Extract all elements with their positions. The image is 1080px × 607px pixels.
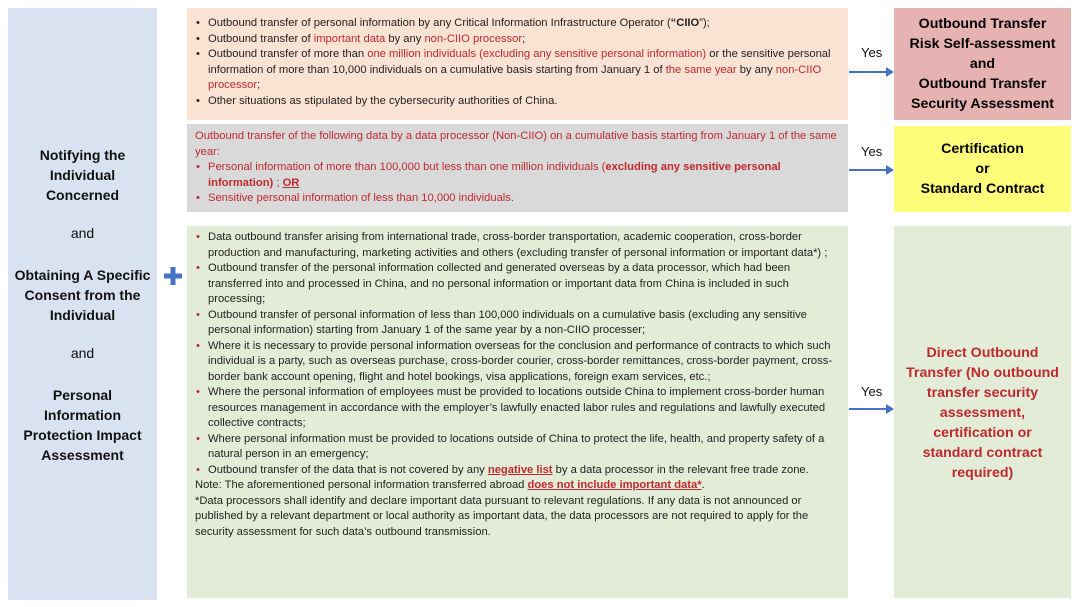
list-item: • Outbound transfer of personal information of less than 100,000 individuals on a cumulative basis (excluding any sensitive personal information) starting from January 1 of the same year by a non-CIIO processer; <box>195 308 842 339</box>
left-text-line: Individual <box>49 307 116 323</box>
left-text-line: Individual <box>49 167 116 183</box>
outcome-text: Direct Outbound <box>926 345 1039 361</box>
outcome-text: Outbound Transfer <box>918 16 1047 32</box>
outcome-text: Standard Contract <box>920 181 1045 197</box>
outcome-text: standard contract <box>922 445 1043 461</box>
left-text-line: Obtaining A Specific <box>14 267 151 283</box>
left-text-line: Notifying the <box>39 147 126 163</box>
outcome-text: transfer security <box>926 385 1039 401</box>
list-item: • Personal information of more than 100,000 but less than one million individuals (excluding any sensitive personal information) ; OR <box>195 160 842 191</box>
left-text-line: Consent from the <box>24 287 141 303</box>
list-item: • Data outbound transfer arising from international trade, cross-border transportation, academic cooperation, cross-border production and manufacturing, marketing activities and others (excluding transfer of personal information or important data*) ; <box>195 230 842 261</box>
arrow-right-icon <box>849 165 894 175</box>
outcome-security-assessment <box>894 8 1071 120</box>
requirements-panel <box>8 8 157 600</box>
left-text-line: Assessment <box>41 447 124 463</box>
outcome-text: Outbound Transfer <box>918 76 1047 92</box>
list-item: • Sensitive personal information of less than 10,000 individuals. <box>195 191 842 207</box>
list-item: • Outbound transfer of the personal information collected and generated overseas by a data processor, which had been transferred into and processed in China, and no personal information or important data from China is included in such processing; <box>195 261 842 308</box>
list-item: • Outbound transfer of more than one million individuals (excluding any sensitive personal information) or the sensitive personal information of more than 10,000 individuals on a cumulative basis starting from January 1 of the same year by any non-CIIO processor; <box>195 47 842 94</box>
left-text-line: Personal <box>52 387 113 403</box>
yes-label: Yes <box>861 384 883 399</box>
note-text: Note: The aforementioned personal information transferred abroad does not include important data*. <box>195 479 705 491</box>
outcome-text: Transfer (No outbound <box>906 365 1059 381</box>
outcome-text: assessment, <box>939 405 1026 421</box>
outcome-text: certification or <box>933 425 1032 441</box>
and-connector: and <box>70 225 95 241</box>
outcome-text: or <box>975 161 990 177</box>
outcome-certification <box>894 126 1071 212</box>
outcome-text: and <box>969 56 996 72</box>
list-item: • Outbound transfer of important data by any non-CIIO processor; <box>195 32 842 48</box>
list-item: • Other situations as stipulated by the cybersecurity authorities of China. <box>195 94 842 110</box>
list-item: • Where the personal information of employees must be provided to locations outside China to implement cross-border human resources management in accordance with the employer’s lawfully enacted labor rules and regulations and lawfully executed collective contracts; <box>195 385 842 432</box>
list-item: • Outbound transfer of the data that is not covered by any negative list by a data processor in the relevant free trade zone. <box>195 463 842 479</box>
exemption-conditions <box>187 226 848 598</box>
yes-label: Yes <box>861 144 883 159</box>
outcome-text: Risk Self-assessment <box>909 36 1056 52</box>
certification-conditions <box>187 124 848 212</box>
security-assessment-conditions <box>187 8 848 120</box>
outcome-text: Security Assessment <box>911 96 1054 112</box>
list-item: • Outbound transfer of personal information by any Critical Information Infrastructure Operator (“CIIO”); <box>195 16 842 32</box>
outcome-text: Certification <box>941 141 1024 157</box>
plus-icon <box>163 266 183 286</box>
list-item: • Where personal information must be provided to locations outside of China to protect the life, health, and property safety of a natural person in an emergency; <box>195 432 842 463</box>
arrow-right-icon <box>849 404 894 414</box>
list-item: • Where it is necessary to provide personal information overseas for the conclusion and performance of contracts to which such individual is a party, such as overseas purchase, cross-border courier, cross-border remittances, cross-border payment, cross-border bank account opening, flight and hotel bookings, visa applications, foreign exam services, etc.; <box>195 339 842 386</box>
left-text-line: Protection Impact <box>23 427 142 443</box>
outcome-text: required) <box>951 465 1014 481</box>
yes-label: Yes <box>861 45 883 60</box>
footnote-text: *Data processors shall identify and declare important data pursuant to relevant regulations. If any data is not announced or published by a relevant department or local authority as important data, the data processors are not required to apply for the security assessment for such data’s outbound transmission. <box>195 494 809 538</box>
left-text-line: Information <box>44 407 121 423</box>
left-text-line: Concerned <box>45 187 120 203</box>
box-intro: Outbound transfer of the following data by a data processor (Non-CIIO) on a cumulative basis starting from January 1 of the same year: <box>195 130 837 158</box>
outcome-direct-transfer <box>894 226 1071 598</box>
arrow-right-icon <box>849 67 894 77</box>
and-connector: and <box>70 345 95 361</box>
